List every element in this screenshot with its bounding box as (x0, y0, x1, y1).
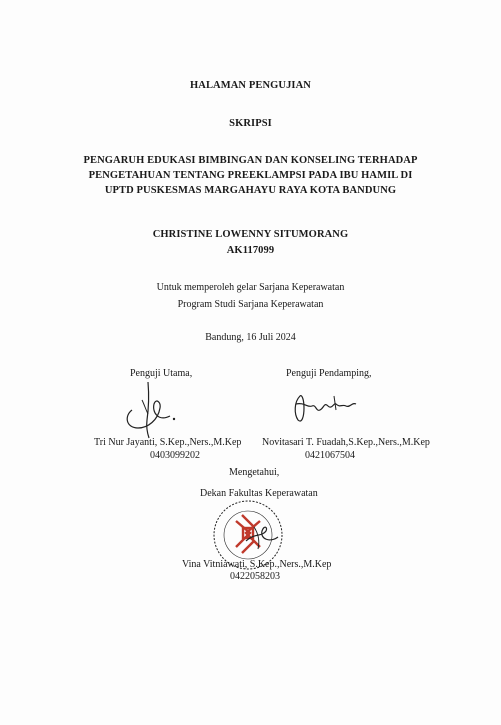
main-examiner-nidn: 0403099202 (150, 450, 200, 461)
document-type: SKRIPSI (229, 118, 272, 129)
page-heading: HALAMAN PENGUJIAN (190, 80, 311, 91)
companion-examiner-nidn: 0421067504 (305, 450, 355, 461)
dean-name: Vina Vitniawati, S.Kep.,Ners.,M.Kep (182, 559, 332, 570)
dean-position: Dekan Fakultas Keperawatan (200, 488, 318, 499)
companion-examiner-signature (290, 390, 360, 426)
companion-examiner-name: Novitasari T. Fuadah,S.Kep.,Ners.,M.Kep (262, 437, 430, 448)
purpose-line-1: Untuk memperoleh gelar Sarjana Keperawatan (156, 282, 345, 293)
main-examiner-name: Tri Nur Jayanti, S.Kep.,Ners.,M.Kep (94, 437, 242, 448)
main-examiner-signature (118, 380, 188, 440)
place-date: Bandung, 16 Juli 2024 (205, 332, 296, 343)
purpose-line-2: Program Studi Sarjana Keperawatan (177, 299, 324, 310)
thesis-title-line-3: UPTD PUSKESMAS MARGAHAYU RAYA KOTA BANDUNG (104, 185, 397, 196)
thesis-title-line-1: PENGARUH EDUKASI BIMBINGAN DAN KONSELING TERHADAP (83, 155, 418, 166)
author-id: AK117099 (226, 245, 275, 256)
companion-examiner-role: Penguji Pendamping, (286, 368, 372, 379)
main-examiner-role: Penguji Utama, (130, 368, 193, 379)
approval-label: Mengetahui, (229, 467, 280, 478)
thesis-title-line-2: PENGETAHUAN TENTANG PREEKLAMPSI PADA IBU HAMIL DI (88, 170, 413, 181)
author-name: CHRISTINE LOWENNY SITUMORANG (152, 229, 349, 240)
dean-nidn: 0422058203 (230, 571, 280, 582)
